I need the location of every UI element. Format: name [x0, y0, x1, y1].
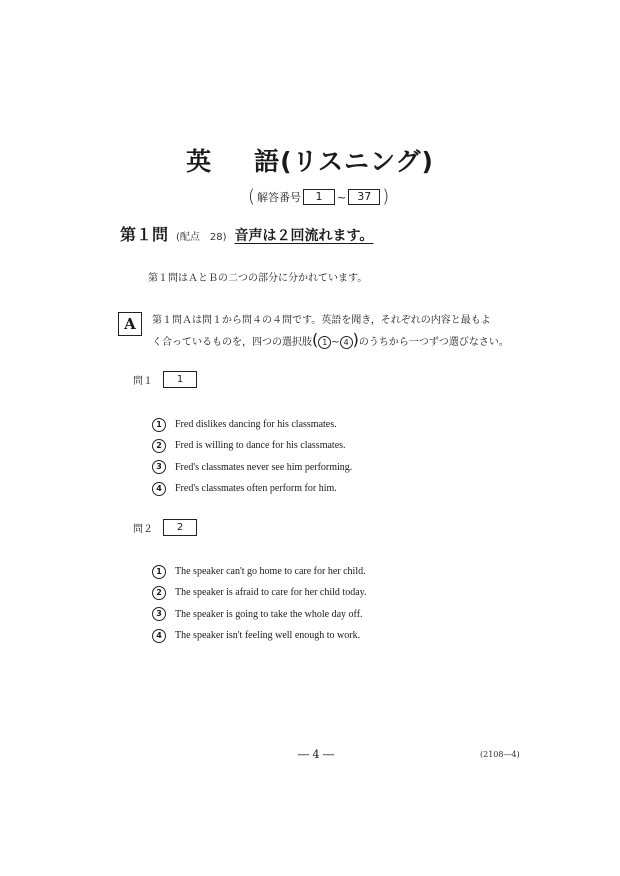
choice-item: [152, 561, 366, 582]
exam-code: (2108―4): [480, 750, 520, 759]
answer-range: ( 解答番号 1 ~ 37 ): [248, 186, 390, 207]
question-2-choices: [152, 561, 366, 646]
choice-item: [152, 625, 366, 646]
choice-text: The speaker isn't feeling well enough to work.: [175, 630, 361, 642]
question-label: 問２: [133, 524, 153, 535]
title-subject-a: 英: [186, 147, 213, 176]
choice-text: Fred's classmates never see him performing.: [175, 461, 353, 473]
answer-range-end-box: 37: [348, 189, 380, 205]
choice-number: 3: [152, 460, 166, 474]
choice-item: [152, 582, 366, 603]
choice-text: The speaker can't go home to care for her child.: [175, 566, 366, 578]
choice-range-start: 1: [318, 336, 331, 349]
choice-text: The speaker is afraid to care for her child today.: [175, 587, 367, 599]
answer-range-label: 解答番号: [257, 191, 302, 204]
page-title: [0, 142, 620, 178]
question-2: [133, 519, 197, 536]
choice-text: Fred's classmates often perform for him.: [175, 483, 337, 495]
section-label-a: A: [118, 312, 142, 336]
choice-text: Fred is willing to dance for his classmates.: [175, 440, 346, 452]
choice-number: 2: [152, 586, 166, 600]
choice-range-end: 4: [340, 336, 353, 349]
answer-box: 2: [163, 519, 197, 536]
answer-box: 1: [163, 371, 197, 388]
answer-range-start-box: 1: [303, 189, 335, 205]
choice-item: [152, 435, 352, 456]
choice-item: [152, 604, 366, 625]
choice-text: Fred dislikes dancing for his classmates.: [175, 419, 337, 431]
choice-number: 1: [152, 418, 166, 432]
choice-number: 1: [152, 565, 166, 579]
question-header: [120, 222, 373, 245]
title-subject-b: 語(リスニング): [254, 147, 434, 176]
choice-text: The speaker is going to take the whole day off.: [175, 608, 363, 620]
choice-item: [152, 457, 352, 478]
audio-note: 音声は２回流れます。: [234, 228, 374, 244]
page-number: ― 4 ―: [298, 748, 334, 761]
choice-item: [152, 414, 352, 435]
choice-number: 3: [152, 607, 166, 621]
choice-number: 4: [152, 482, 166, 496]
answer-range-separator: ~: [337, 190, 347, 204]
question-label: 問１: [133, 376, 153, 387]
choice-number: 4: [152, 629, 166, 643]
question-1: [133, 371, 197, 388]
instruction-line-2: く合っているものを，四つの選択肢( 1 ~ 4 )のうちから一つずつ選びなさい。: [152, 330, 509, 349]
choice-number: 2: [152, 439, 166, 453]
question-points: (配点 28): [176, 232, 227, 243]
choice-item: [152, 478, 352, 499]
question-1-choices: [152, 414, 352, 499]
question-number: 第１問: [120, 225, 169, 244]
instruction-line-1: 第１問Ａは問１から問４の４問です。英語を聞き，それぞれの内容と最もよ: [152, 315, 491, 326]
part-note: 第１問はＡとＢの二つの部分に分かれています。: [148, 273, 368, 284]
